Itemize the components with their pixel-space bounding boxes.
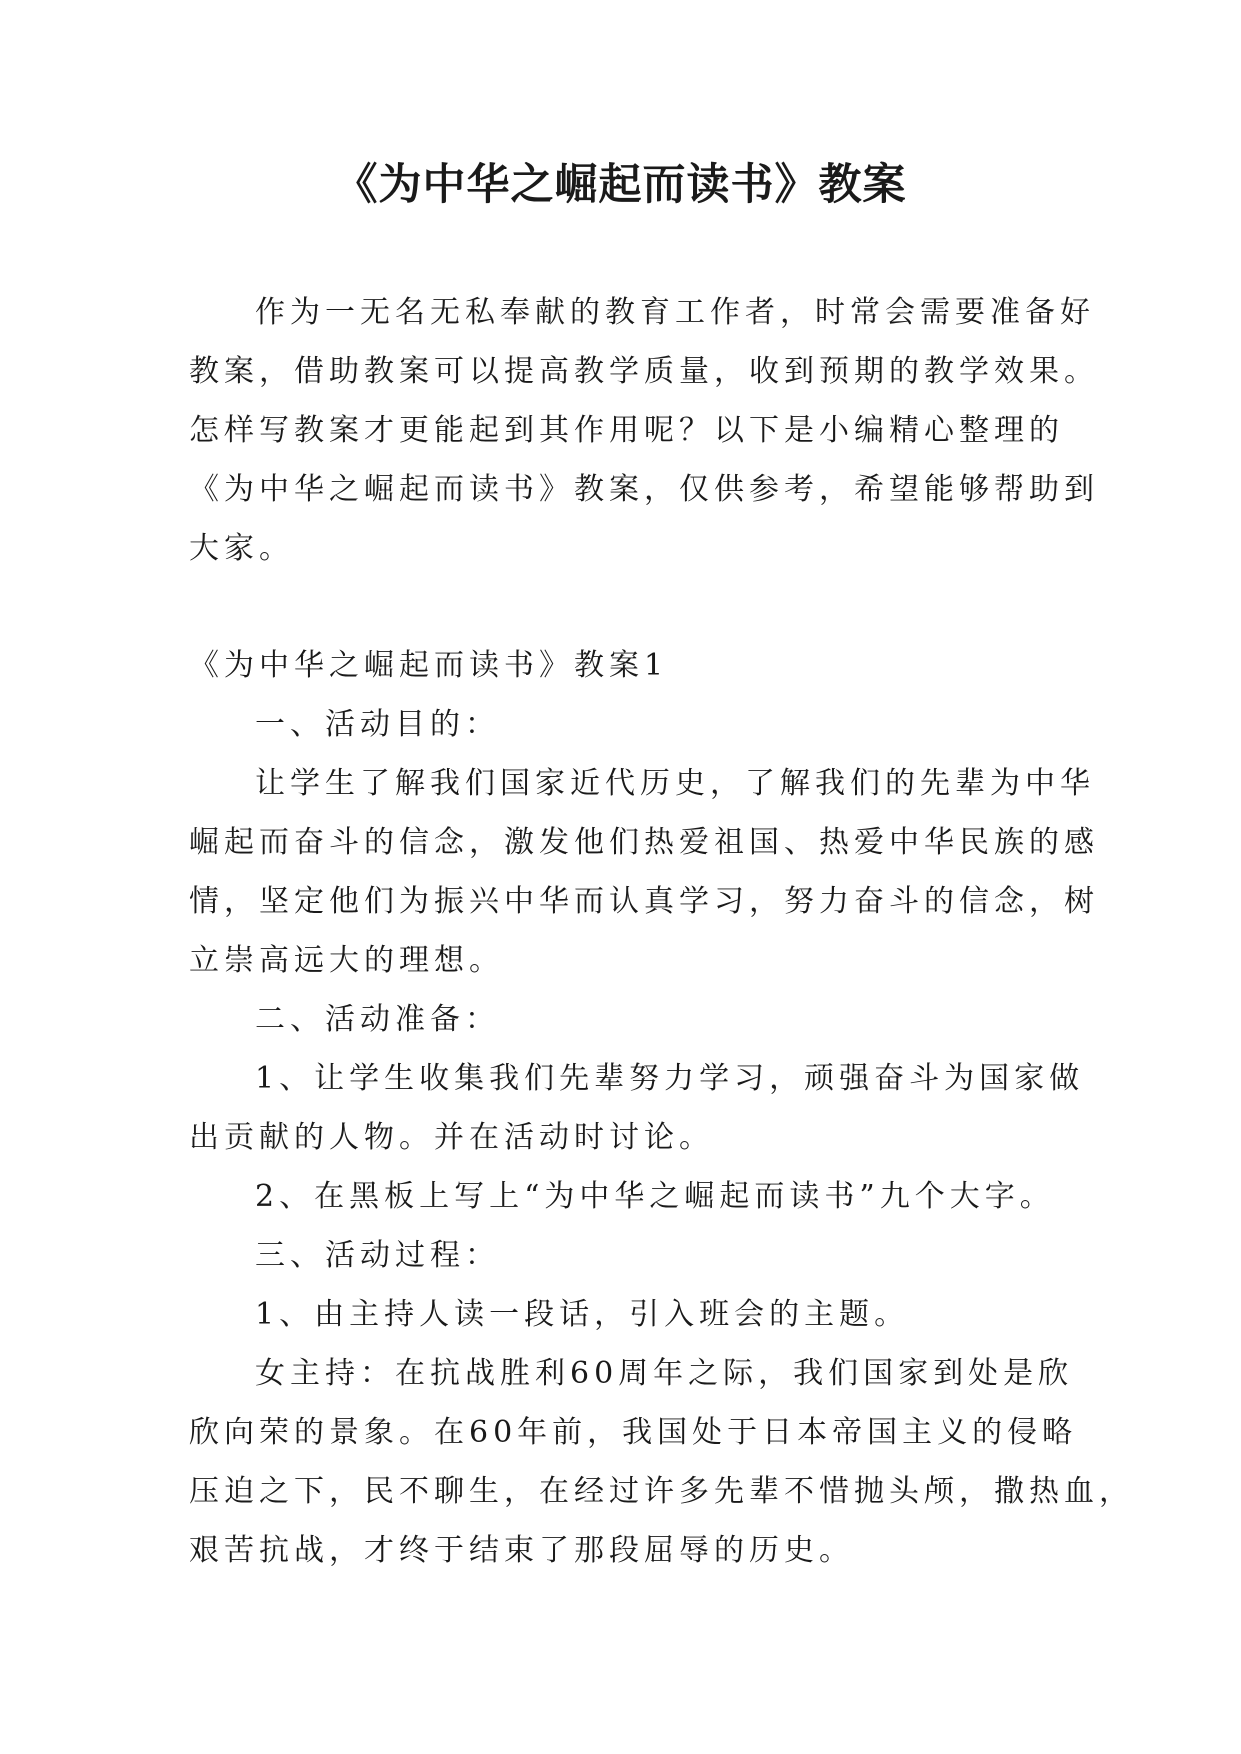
section-heading: 《为中华之崛起而读书》教案1 xyxy=(189,648,669,683)
section-line: 让学生了解我们国家近代历史，了解我们的先辈为中华 xyxy=(255,766,1095,801)
section-line: 1、让学生收集我们先辈努力学习，顽强奋斗为国家做 xyxy=(255,1061,1085,1096)
section-line: 艰苦抗战，才终于结束了那段屈辱的历史。 xyxy=(189,1533,854,1568)
intro-line: 教案，借助教案可以提高教学质量，收到预期的教学效果。 xyxy=(189,354,1099,389)
section-line: 欣向荣的景象。在60年前，我国处于日本帝国主义的侵略 xyxy=(189,1415,1078,1450)
section-line: 女主持：在抗战胜利60周年之际，我们国家到处是欣 xyxy=(255,1356,1074,1391)
section-line: 三、活动过程： xyxy=(255,1238,500,1273)
section-line: 崛起而奋斗的信念，激发他们热爱祖国、热爱中华民族的感 xyxy=(189,825,1099,860)
section-line: 一、活动目的： xyxy=(255,707,500,742)
intro-line: 怎样写教案才更能起到其作用呢？以下是小编精心整理的 xyxy=(189,413,1064,448)
intro-line: 大家。 xyxy=(189,531,294,566)
section-line: 立崇高远大的理想。 xyxy=(189,943,504,978)
section-line: 二、活动准备： xyxy=(255,1002,500,1037)
intro-line: 《为中华之崛起而读书》教案，仅供参考，希望能够帮助到 xyxy=(189,472,1099,507)
section-line: 出贡献的人物。并在活动时讨论。 xyxy=(189,1120,714,1155)
document-title: 《为中华之崛起而读书》教案 xyxy=(334,160,907,210)
section-line: 1、由主持人读一段话，引入班会的主题。 xyxy=(255,1297,910,1332)
intro-line: 作为一无名无私奉献的教育工作者，时常会需要准备好 xyxy=(255,295,1095,330)
section-line: 2、在黑板上写上“为中华之崛起而读书”九个大字。 xyxy=(255,1179,1055,1214)
section-line: 情，坚定他们为振兴中华而认真学习，努力奋斗的信念，树 xyxy=(189,884,1099,919)
section-line: 压迫之下，民不聊生，在经过许多先辈不惜抛头颅，撒热血， xyxy=(189,1474,1134,1509)
section-1 xyxy=(189,636,1134,1580)
intro-paragraph xyxy=(189,283,1099,578)
